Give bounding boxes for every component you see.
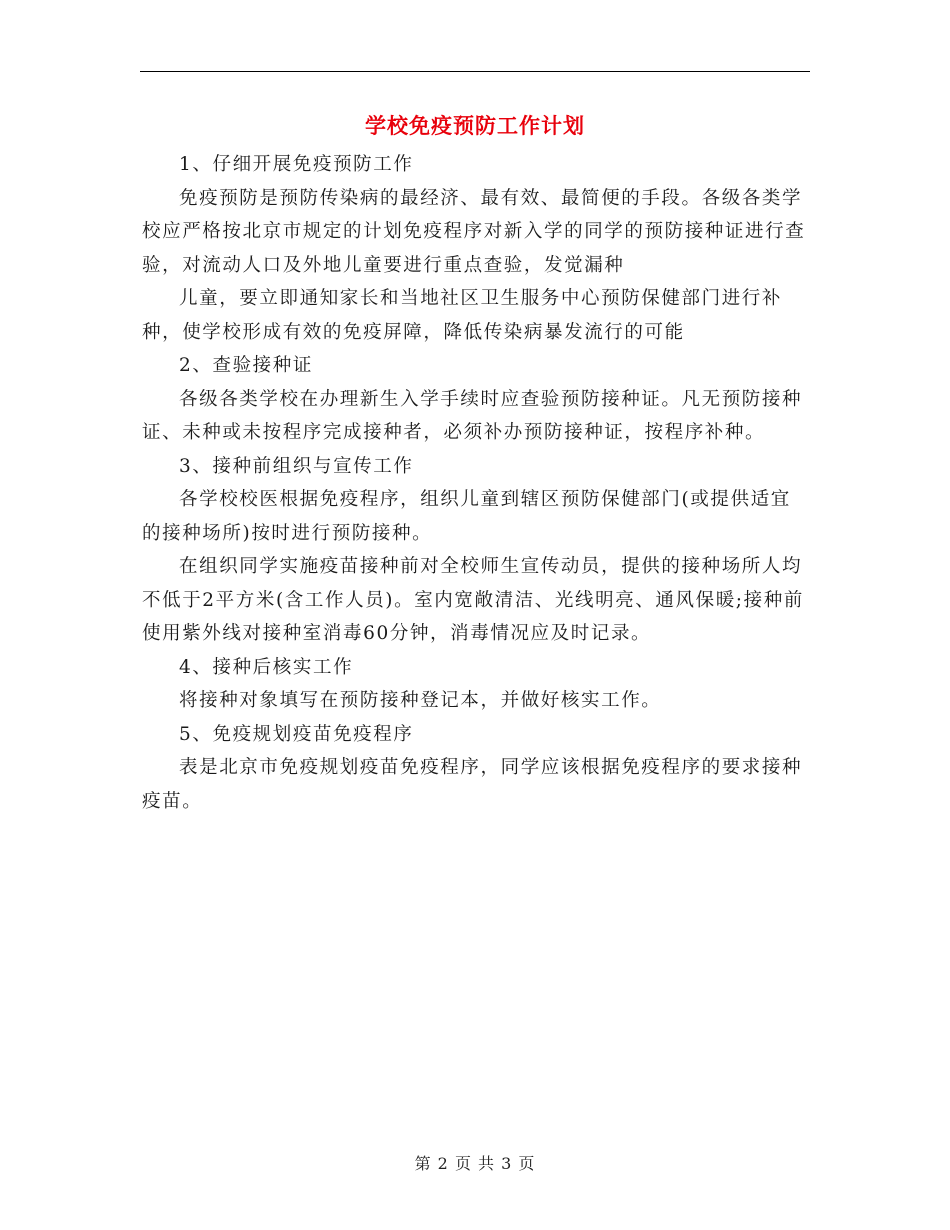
page-number: 第 2 页 共 3 页 <box>414 1154 536 1173</box>
header-rule <box>140 71 810 72</box>
section-heading-4: 4、接种后核实工作 <box>179 656 354 678</box>
section-heading-1: 1、仔细开展免疫预防工作 <box>179 154 414 175</box>
paragraph: 儿童，要立即通知家长和当地社区卫生服务中心预防保健部门进行补种，使学校形成有效的免疫屏障，降低传染病暴发流行的可能 <box>142 288 783 343</box>
paragraph: 各级各类学校在办理新生入学手续时应查验预防接种证。凡无预防接种证、未种或未按程序完成接种者，必须补办预防接种证，按程序补种。 <box>142 388 803 443</box>
paragraph: 表是北京市免疫规划疫苗免疫程序，同学应该根据免疫程序的要求接种疫苗。 <box>142 757 803 812</box>
document-title: 学校免疫预防工作计划 <box>365 113 585 138</box>
section-heading-2: 2、查验接种证 <box>179 355 313 376</box>
document-body <box>142 148 810 818</box>
paragraph: 各学校校医根据免疫程序，组织儿童到辖区预防保健部门(或提供适宜的接种场所)按时进行预防接种。 <box>142 489 791 544</box>
paragraph: 将接种对象填写在预防接种登记本，并做好核实工作。 <box>179 690 662 711</box>
paragraph: 在组织同学实施疫苗接种前对全校师生宣传动员，提供的接种场所人均不低于2平方米(含工作人员)。室内宽敞清洁、光线明亮、通风保暖;接种前使用紫外线对接种室消毒60分钟，消毒情况应及时记录。 <box>142 556 804 644</box>
section-heading-5: 5、免疫规划疫苗免疫程序 <box>179 723 414 745</box>
section-heading-3: 3、接种前组织与宣传工作 <box>179 455 414 477</box>
paragraph: 免疫预防是预防传染病的最经济、最有效、最简便的手段。各级各类学校应严格按北京市规定的计划免疫程序对新入学的同学的预防接种证进行查验，对流动人口及外地儿童要进行重点查验，发觉漏种 <box>142 187 806 276</box>
